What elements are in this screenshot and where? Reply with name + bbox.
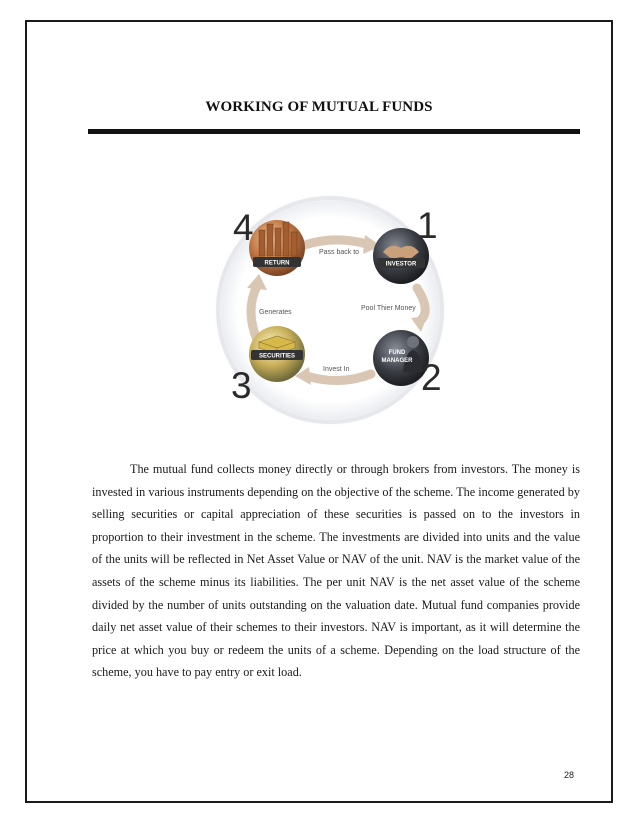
mutual-fund-cycle-diagram — [195, 190, 465, 430]
arrow-label-left: Generates — [259, 309, 292, 316]
node-label-manager: MANAGER — [381, 358, 413, 364]
step-number-1: 1 — [417, 205, 438, 246]
node-label-fund: FUND — [388, 350, 406, 356]
page-title: WORKING OF MUTUAL FUNDS — [205, 99, 433, 115]
body-paragraph: The mutual fund collects money directly or through brokers from investors. The money is invested in various instruments depending on the objective of the scheme. The income generated by selling securities or capital appreciation of these securities is passed on to the investors in proportion to their investment in the scheme. The investments are divided into units and the value of the units will be reflected in Net Asset Value or NAV of the unit. NAV is the market value of the assets of the scheme minus its liabilities. The per unit NAV is the net asset value of the scheme divided by the number of units outstanding on the valuation date. Mutual fund companies provide daily net asset value of their schemes to their investors. NAV is important, as it will determine the price at which you buy or redeem the units of a scheme. Depending on the load structure of the scheme, you have to pay entry or exit load. — [92, 462, 580, 680]
page-number: 28 — [564, 770, 575, 780]
node-securities — [249, 326, 305, 382]
step-number-2: 2 — [421, 357, 442, 398]
node-label-investor: INVESTOR — [385, 261, 417, 268]
step-number-4: 4 — [233, 207, 254, 248]
arrow-label-right: Pool Thier Money — [361, 305, 416, 312]
title-underline — [88, 129, 580, 134]
node-label-return: RETURN — [264, 260, 290, 267]
arrow-label-top: Pass back to — [319, 249, 360, 256]
node-label-securities: SECURITIES — [258, 353, 296, 360]
node-return — [249, 220, 305, 276]
arrow-label-bottom: Invest In — [323, 366, 350, 373]
step-number-3: 3 — [231, 365, 252, 406]
